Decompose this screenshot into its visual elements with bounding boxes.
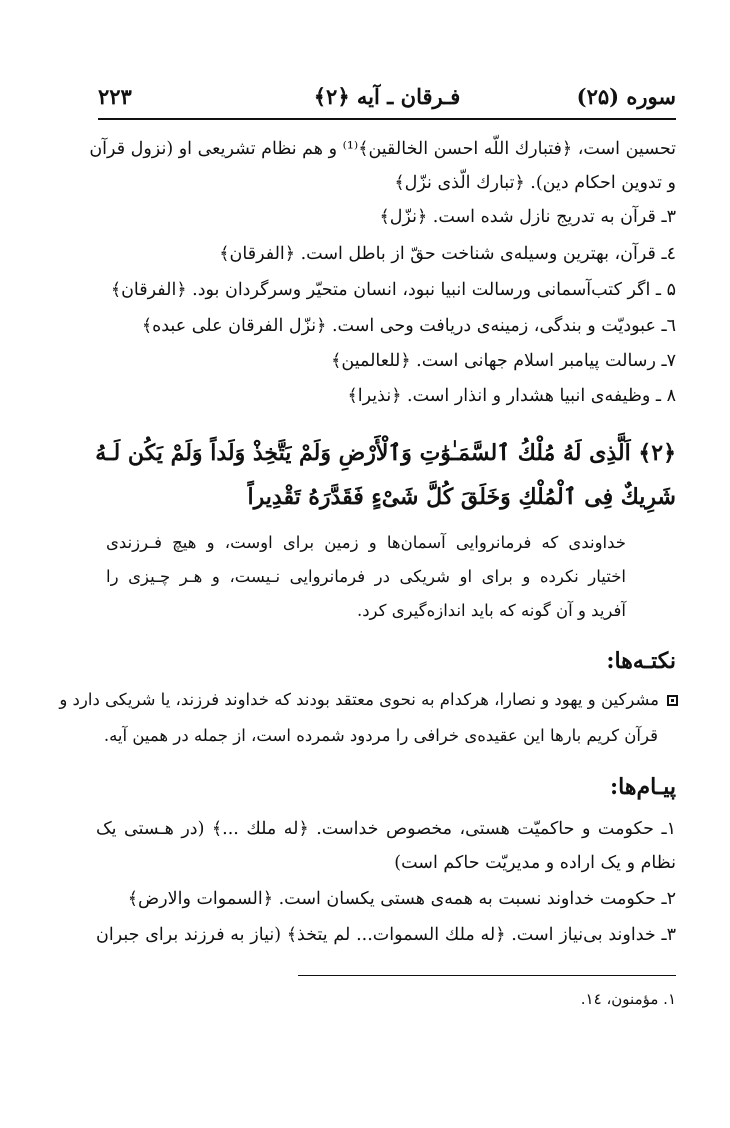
page-number: ۲۲۳ [98,84,132,109]
translation-line: اختیار نكرده و برای او شریكی در فرمانروایی نـیست، و هـر چـیزی را [106,567,626,586]
chapter-title: فـرقان ـ آیه ﴿۲﴾ [313,84,461,109]
text-line: ٤ـ قرآن، بهترین وسیله‌ی شناخت حقّ از باطل است. ﴿الفرقان﴾ [219,244,676,264]
text-line: ۸ ـ وظیفه‌ی انبیا هشدار و انذار است. ﴿نذيرا﴾ [347,386,676,406]
header-divider [98,118,676,120]
message-line: ۱ـ حكومت و حاكمیّت هستی، مخصوص خداست. ﴿له ملك ...﴾ (در هـستی یک [96,819,676,839]
footnote: ۱. مؤمنون، ١٤. [580,990,676,1008]
note-line: قرآن كریم بارها این عقیده‌ی خرافی را مردود شمرده است، از جمله در همین آیه. [103,726,658,745]
running-header [98,84,676,114]
verse-line: ﴿۲﴾ اَلَّذِى لَهُ مُلْكُ ٱلسَّمَـٰوَٰتِ وَٱلْأَرْضِ وَلَمْ يَتَّخِذْ وَلَداً وَلَمْ يَكُن لَـهُ [95,440,676,466]
text-line: ٦ـ عبودیّت و بندگی، زمینه‌ی دریافت وحی است. ﴿نزّل الفرقان على عبده﴾ [141,316,676,336]
translation-line: آفرید و آن گونه كه باید اندازه‌گیری كرد. [356,601,626,620]
text-line: ۵ ـ اگر كتب‌آسمانی ورسالت انبیا نبود، انسان متحیّر وسرگردان بود. ﴿الفرقان﴾ [110,280,676,300]
note-text: مشركین و یهود و نصارا، هركدام به نحوی معتقد بودند كه خداوند فرزند، یا شریكی دارد و [59,690,659,709]
notes-heading: نكتـه‌ها: [606,648,676,674]
surah-label: سوره (۲۵) [576,84,676,109]
messages-heading: پیـام‌ها: [610,774,676,800]
verse-line: شَرِيكٌ فِى ٱلْمُلْكِ وَخَلَقَ كُلَّ شَىْءٍ فَقَدَّرَهُ تَقْدِيراً [247,484,676,510]
square-bullet-icon [667,695,678,706]
translation-line: خداوندى كه فرمانروایی آسمان‌ها و زمین برای اوست، و هیچ فـرزندی [106,533,626,552]
message-line: ۳ـ خداوند بی‌نیاز است. ﴿له ملك السموات... لم يتخذ﴾ (نیاز به فرزند برای جبران [96,925,676,945]
text-line: ۳ـ قرآن به تدریج نازل شده است. ﴿نزّل﴾ [379,207,676,227]
note-line [59,684,678,716]
message-line: نظام و یک اراده و مدیریّت حاكم است) [394,853,676,873]
text-line: تحسین است، ﴿فتبارك اللّه احسن الخالقين﴾⁽¹⁾ و هم نظام تشریعی او (نزول قرآن [89,139,676,159]
text-line: ۷ـ رسالت پیامبر اسلام جهانی است. ﴿للعالمين﴾ [331,351,676,371]
footnote-divider [298,975,676,976]
message-line: ۲ـ حكومت خداوند نسبت به همه‌ی هستی یكسان است. ﴿السموات والارض﴾ [127,889,676,909]
text-line: و تدوین احكام دین). ﴿تبارك الّذى نزّل﴾ [394,173,676,193]
